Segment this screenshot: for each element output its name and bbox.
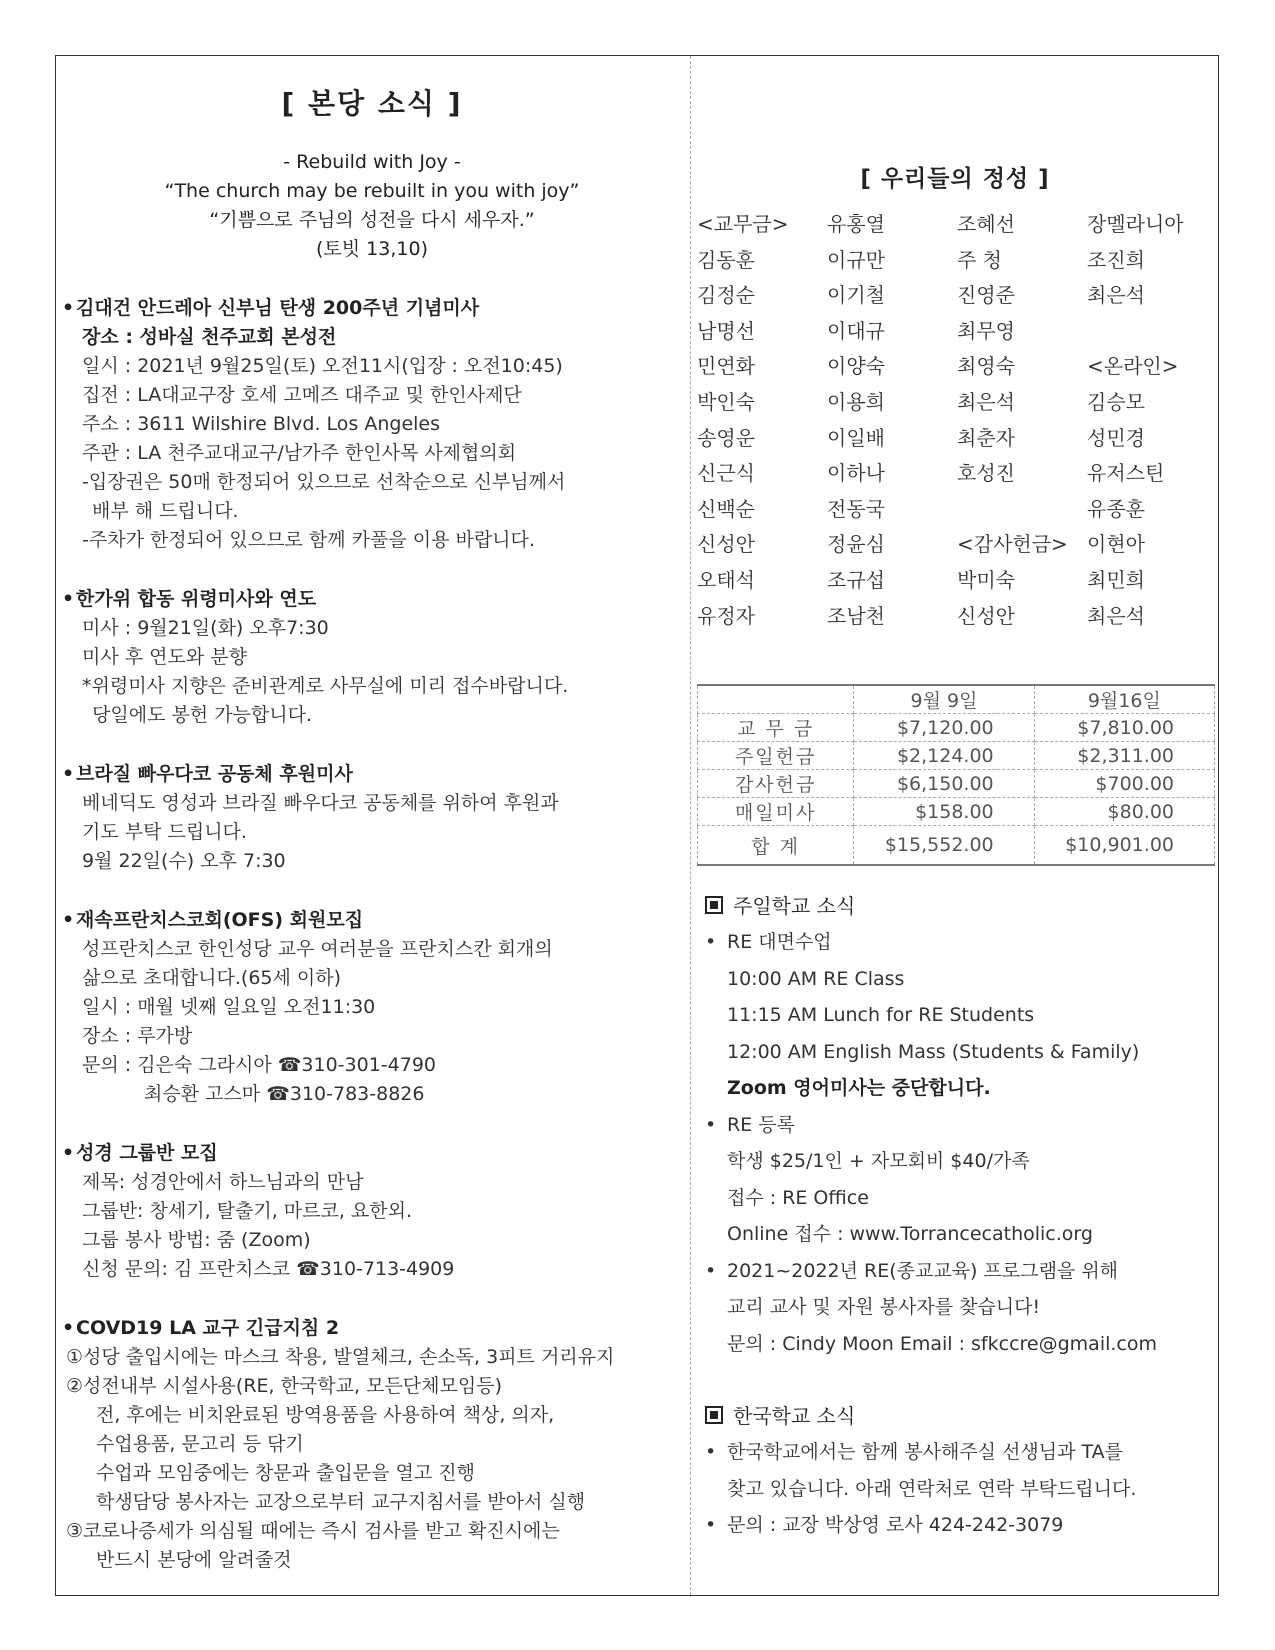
donor-name-grid: [697, 207, 1213, 634]
section-heading: 주일학교 소식: [733, 894, 856, 919]
donor-name: 오태석: [697, 567, 755, 592]
table-cell: 주일헌금: [698, 742, 854, 770]
section-line: 장소 : 루가방: [82, 1025, 193, 1047]
section-line: 주관 : LA 천주교대교구/남가주 한인사목 사제협의회: [82, 442, 517, 464]
section-heading: 재속프란치스코회(OFS) 회원모집: [76, 909, 364, 931]
donor-name: 박미숙: [957, 567, 1015, 592]
bullet-icon: •: [62, 763, 75, 785]
donor-name: 이현아: [1087, 532, 1145, 557]
table-cell: $80.00: [1034, 798, 1214, 826]
donor-name: 신근식: [697, 461, 755, 486]
donor-name: 전동국: [827, 496, 885, 521]
section-line: 최승환 고스마 ☎310-783-8826: [144, 1083, 425, 1105]
table-header-cell: [698, 685, 854, 714]
donor-name: <온라인>: [1087, 354, 1179, 379]
donor-name: 최민희: [1087, 567, 1145, 592]
square-bullet-icon: [705, 1406, 723, 1424]
section-line: 수업용품, 문고리 등 닦기: [96, 1433, 304, 1455]
section-line: 문의 : 김은숙 그라시아 ☎310-301-4790: [82, 1054, 437, 1076]
donor-name: 김정순: [697, 283, 755, 308]
table-total-row: [698, 826, 1215, 866]
section-anniversary-mass: [62, 294, 682, 555]
donor-name: 유홍열: [827, 212, 885, 236]
section-line: 그룹 봉사 방법: 줌 (Zoom): [82, 1229, 311, 1251]
table-cell: 매일미사: [698, 798, 854, 826]
section-line: -입장권은 50매 한정되어 있으므로 선착순으로 신부님께서: [82, 471, 566, 493]
section-line: 전, 후에는 비치완료된 방역용품을 사용하여 책상, 의자,: [96, 1404, 555, 1426]
bullet-icon: •: [62, 297, 75, 319]
bullet-icon: •: [62, 909, 75, 931]
donor-name: [1087, 314, 1217, 350]
section-line: 제목: 성경안에서 하느님과의 만남: [82, 1171, 364, 1193]
bullet-icon: •: [705, 1514, 717, 1537]
donor-name: 유정자: [697, 603, 755, 628]
bullet-icon: •: [62, 1317, 75, 1339]
table-cell: 감사헌금: [698, 770, 854, 798]
donor-name: 최은석: [957, 389, 1015, 414]
donor-name: <감사헌금>: [957, 532, 1068, 557]
table-cell: $158.00: [854, 798, 1034, 826]
section-line: 성프란치스코 한인성당 교우 여러분을 프란치스칸 회개의: [82, 938, 553, 960]
donor-name: 이하나: [827, 461, 885, 486]
table-row: [698, 742, 1215, 770]
table-row: [698, 770, 1215, 798]
section-line: ③코로나증세가 의심될 때에는 즉시 검사를 받고 확진시에는: [66, 1520, 560, 1542]
column-divider: [690, 56, 691, 1595]
section-line: ②성전내부 시설사용(RE, 한국학교, 모든단체모임등): [66, 1375, 502, 1397]
donor-name: 이일배: [827, 425, 885, 450]
section-line: 10:00 AM RE Class: [727, 967, 905, 990]
donor-name: [957, 492, 1087, 528]
bullet-icon: •: [62, 1142, 75, 1164]
section-chuseok-mass: [62, 585, 682, 730]
section-line: 일시 : 2021년 9월25일(토) 오전11시(입장 : 오전10:45): [82, 355, 563, 377]
section-heading: 한가위 합동 위령미사와 연도: [76, 588, 317, 610]
section-line: 주소 : 3611 Wilshire Blvd. Los Angeles: [82, 413, 441, 435]
bullet-icon: •: [705, 931, 717, 954]
table-cell: $7,810.00: [1034, 714, 1214, 742]
donor-name: 호성진: [957, 461, 1015, 486]
section-line: 한국학교에서는 함께 봉사해주실 선생님과 TA를: [727, 1441, 1124, 1464]
donor-name: 민연화: [697, 354, 755, 379]
section-line: 당일에도 봉헌 가능합니다.: [92, 704, 313, 726]
section-line: 11:15 AM Lunch for RE Students: [727, 1004, 1035, 1027]
donor-name: 신성안: [957, 603, 1015, 628]
section-line: 기도 부탁 드립니다.: [82, 821, 247, 843]
square-bullet-icon: [705, 896, 723, 914]
section-line: 9월 22일(수) 오후 7:30: [82, 850, 286, 872]
donor-name: 유저스틴: [1087, 461, 1165, 486]
donor-name: 이대규: [827, 318, 885, 343]
donor-name: 이규만: [827, 247, 885, 272]
table-cell: $2,311.00: [1034, 742, 1214, 770]
bullet-icon: •: [705, 1113, 717, 1136]
donor-name: 유종훈: [1087, 496, 1145, 521]
donor-name: 조남천: [827, 603, 885, 628]
left-column: [62, 70, 682, 1575]
table-header-row: [698, 685, 1215, 714]
finance-table: [697, 684, 1215, 866]
donor-name: 장멜라니아: [1087, 212, 1184, 236]
section-bible-group: [62, 1139, 682, 1284]
table-cell: $6,150.00: [854, 770, 1034, 798]
section-line: *위령미사 지향은 준비관계로 사무실에 미리 접수바랍니다.: [82, 675, 569, 697]
donor-name: 송영운: [697, 425, 755, 450]
motto-line: “The church may be rebuilt in you with joy”: [164, 180, 580, 202]
donor-name: 최춘자: [957, 425, 1015, 450]
section-line: 문의 : Cindy Moon Email : sfkccre@gmail.com: [727, 1332, 1157, 1355]
donor-name: 이양숙: [827, 354, 885, 379]
bullet-icon: •: [705, 1441, 717, 1464]
bullet-icon: •: [705, 1259, 717, 1282]
section-line: 집전 : LA대교구장 호세 고메즈 대주교 및 한인사제단: [82, 384, 522, 406]
section-covid-guideline: [62, 1314, 682, 1575]
section-line: 베네딕도 영성과 브라질 빠우다코 공동체를 위하여 후원과: [82, 792, 559, 814]
section-ofs-recruit: [62, 906, 682, 1109]
section-line: 장소 : 성바실 천주교회 본성전: [82, 326, 337, 348]
section-line: 미사 후 연도와 분향: [82, 646, 247, 668]
section-line: ①성당 출입시에는 마스크 착용, 발열체크, 손소독, 3피트 거리유지: [66, 1346, 615, 1368]
section-heading: 한국학교 소식: [733, 1404, 856, 1429]
motto-line: “기쁨으로 주님의 성전을 다시 세우자.”: [209, 209, 535, 231]
section-line: 미사 : 9월21일(화) 오후7:30: [82, 617, 329, 639]
section-heading: 2021~2022년 RE(종교교육) 프로그램을 위해: [727, 1259, 1119, 1282]
donor-name: 김승모: [1087, 389, 1145, 414]
donor-name: 신백순: [697, 496, 755, 521]
table-cell: 교 무 금: [698, 714, 854, 742]
section-line: Zoom 영어미사는 중단합니다.: [727, 1077, 991, 1100]
korean-school-section: [697, 1398, 1213, 1544]
section-line: 교리 교사 및 자원 봉사자를 찾습니다!: [727, 1296, 1041, 1319]
section-heading: 성경 그룹반 모집: [76, 1142, 218, 1164]
bullet-icon: •: [62, 588, 75, 610]
table-cell: $15,552.00: [854, 826, 1034, 866]
donor-name: 남명선: [697, 318, 755, 343]
section-line: Online 접수 : www.Torrancecatholic.org: [727, 1223, 1093, 1246]
donor-name: 김동훈: [697, 247, 755, 272]
donor-name: 최은석: [1087, 603, 1145, 628]
donor-name: <교무금>: [697, 212, 789, 236]
table-cell: $2,124.00: [854, 742, 1034, 770]
donor-name: 주 청: [957, 247, 1002, 272]
right-column: [697, 70, 1213, 1544]
offering-title: [ 우리들의 정성 ]: [860, 166, 1050, 192]
section-line: 수업과 모임중에는 창문과 출입문을 열고 진행: [96, 1462, 475, 1484]
donor-name: 성민경: [1087, 425, 1145, 450]
section-line: -주차가 한정되어 있으므로 함께 카풀을 이용 바랍니다.: [82, 529, 535, 551]
section-line: 배부 해 드립니다.: [92, 500, 239, 522]
motto: [62, 148, 682, 264]
table-row: [698, 714, 1215, 742]
table-cell: $700.00: [1034, 770, 1214, 798]
section-line: 신청 문의: 김 프란치스코 ☎310-713-4909: [82, 1258, 455, 1280]
section-line: 삶으로 초대합니다.(65세 이하): [82, 967, 342, 989]
table-cell: $7,120.00: [854, 714, 1034, 742]
section-line: 접수 : RE Office: [727, 1186, 869, 1209]
section-line: 학생담당 봉사자는 교장으로부터 교구지침서를 받아서 실행: [96, 1491, 586, 1513]
donor-name: 조규섭: [827, 567, 885, 592]
donor-name: 신성안: [697, 532, 755, 557]
donor-name: 조혜선: [957, 212, 1015, 236]
section-heading: 브라질 빠우다코 공동체 후원미사: [76, 763, 353, 785]
parish-news-title: [ 본당 소식 ]: [281, 87, 463, 120]
table-cell: $10,901.00: [1034, 826, 1214, 866]
donor-name: 최영숙: [957, 354, 1015, 379]
section-heading: RE 등록: [727, 1113, 795, 1136]
donor-name: 이용희: [827, 389, 885, 414]
donor-name: 최무영: [957, 318, 1015, 343]
sunday-school-section: [697, 888, 1213, 1362]
section-heading: RE 대면수업: [727, 931, 832, 954]
table-row: [698, 798, 1215, 826]
section-line: 일시 : 매월 넷째 일요일 오전11:30: [82, 996, 376, 1018]
donor-name: 진영준: [957, 283, 1015, 308]
section-line: 학생 $25/1인 + 자모회비 $40/가족: [727, 1150, 1030, 1173]
donor-name: 최은석: [1087, 283, 1145, 308]
motto-line: (토빗 13,10): [316, 238, 428, 260]
donor-name: 박인숙: [697, 389, 755, 414]
section-line: 문의 : 교장 박상영 로사 424-242-3079: [727, 1514, 1064, 1537]
table-cell: 합 계: [698, 826, 854, 866]
donor-name: 조진희: [1087, 247, 1145, 272]
section-line: 12:00 AM English Mass (Students & Family): [727, 1040, 1140, 1063]
section-heading: COVD19 LA 교구 긴급지침 2: [76, 1317, 340, 1339]
section-brazil-mass: [62, 760, 682, 876]
section-line: 그룹반: 창세기, 탈출기, 마르코, 요한외.: [82, 1200, 413, 1222]
table-header-cell: 9월 9일: [854, 685, 1034, 714]
section-line: 찾고 있습니다. 아래 연락처로 연락 부탁드립니다.: [727, 1477, 1137, 1500]
section-heading: 김대건 안드레아 신부님 탄생 200주년 기념미사: [76, 297, 480, 319]
donor-name: 정윤심: [827, 532, 885, 557]
section-line: 반드시 본당에 알려줄것: [96, 1549, 292, 1571]
motto-line: - Rebuild with Joy -: [283, 151, 461, 173]
table-header-cell: 9월16일: [1034, 685, 1214, 714]
donor-name: 이기철: [827, 283, 885, 308]
